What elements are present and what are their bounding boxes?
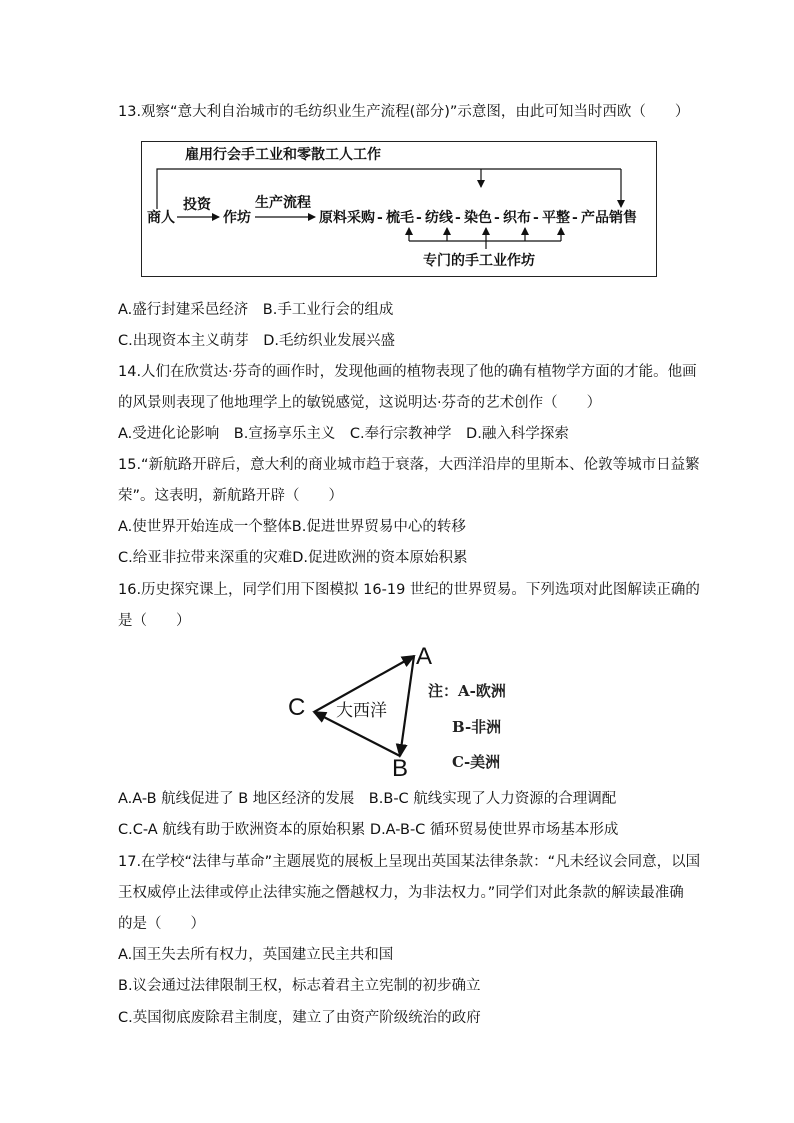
q15-stem-line-2: 荣”。这表明，新航路开辟（ ）	[118, 488, 344, 504]
q16-option-line-1: A.A-B 航线促进了 B 地区经济的发展 B.B-C 航线实现了人力资源的合理调配	[118, 791, 617, 807]
step-combing: 梳毛	[386, 210, 414, 226]
step-dyeing: 染色	[464, 210, 492, 226]
step-weaving: 织布	[503, 210, 531, 226]
point-c-label: C	[288, 694, 306, 721]
invest-label: 投资	[183, 197, 211, 213]
step-dash: -	[533, 210, 539, 226]
q16-stem-line-2: 是（ ）	[118, 613, 191, 629]
q14-options: A.受进化论影响 B.宣扬享乐主义 C.奉行宗教神学 D.融入科学探索	[118, 426, 569, 442]
q17-stem-line-1: 17.在学校“法律与革命”主题展览的展板上呈现出英国某法律条款：“凡未经议会同意，以国	[118, 854, 701, 870]
merchant-label: 商人	[147, 210, 175, 226]
q15-option-line-1: A.使世界开始连成一个整体B.促进世界贸易中心的转移	[118, 519, 466, 535]
bottom-label: 专门的手工业作坊	[423, 253, 535, 269]
q17-option-a: A.国王失去所有权力，英国建立民主共和国	[118, 947, 394, 963]
q14-stem-line-2: 的风景则表现了他地理学上的敏锐感觉，这说明达·芬奇的艺术创作（ ）	[118, 395, 602, 411]
q13-option-line-1: A.盛行封建采邑经济 B.手工业行会的组成	[118, 302, 394, 318]
step-raw-purchase: 原料采购	[319, 210, 375, 226]
q13-option-line-2: C.出现资本主义萌芽 D.毛纺织业发展兴盛	[118, 333, 396, 349]
ocean-label: 大西洋	[336, 701, 387, 721]
q17-stem-line-3: 的是（ ）	[118, 916, 205, 932]
workshop-label: 作坊	[223, 210, 251, 226]
q13-flow-diagram	[141, 141, 657, 277]
step-dash: -	[494, 210, 500, 226]
route-a-to-b	[400, 656, 414, 756]
q15-stem-line-1: 15.“新航路开辟后，意大利的商业城市趋于衰落，大西洋沿岸的里斯本、伦敦等城市日益繁	[118, 457, 700, 473]
step-dash: -	[377, 210, 383, 226]
production-label: 生产流程	[255, 195, 311, 211]
q13-stem: 13.观察“意大利自治城市的毛纺织业生产流程(部分)”示意图，由此可知当时西欧（ ）	[118, 104, 690, 120]
point-a-label: A	[416, 643, 433, 670]
step-sales: 产品销售	[581, 210, 637, 226]
note-b: B-非洲	[452, 718, 502, 736]
step-dash: -	[572, 210, 578, 226]
q16-trade-triangle	[280, 640, 530, 780]
note-a: 注：A-欧洲	[428, 682, 506, 700]
q16-option-line-2: C.C-A 航线有助于欧洲资本的原始积累 D.A-B-C 循环贸易使世界市场基本形成	[118, 822, 619, 838]
q17-option-c: C.英国彻底废除君主制度，建立了由资产阶级统治的政府	[118, 1010, 481, 1026]
step-finishing: 平整	[542, 210, 570, 226]
note-c: C-美洲	[452, 753, 501, 771]
q14-stem-line-1: 14.人们在欣赏达·芬奇的画作时，发现他画的植物表现了他的确有植物学方面的才能。他画	[118, 364, 697, 380]
q17-stem-line-2: 王权威停止法律或停止法律实施之僭越权力，为非法权力。”同学们对此条款的解读最准确	[118, 885, 684, 901]
top-connector	[157, 169, 621, 209]
point-b-label: B	[392, 755, 409, 780]
step-dash: -	[455, 210, 461, 226]
q15-option-line-2: C.给亚非拉带来深重的灾难D.促进欧洲的资本原始积累	[118, 550, 468, 566]
top-label: 雇用行会手工业和零散工人工作	[185, 147, 381, 163]
step-spinning: 纺线	[425, 210, 453, 226]
q16-stem-line-1: 16.历史探究课上，同学们用下图模拟 16-19 世纪的世界贸易。下列选项对此图解读正确的	[118, 582, 700, 598]
q17-option-b: B.议会通过法律限制王权，标志着君主立宪制的初步确立	[118, 978, 481, 994]
step-dash: -	[416, 210, 422, 226]
